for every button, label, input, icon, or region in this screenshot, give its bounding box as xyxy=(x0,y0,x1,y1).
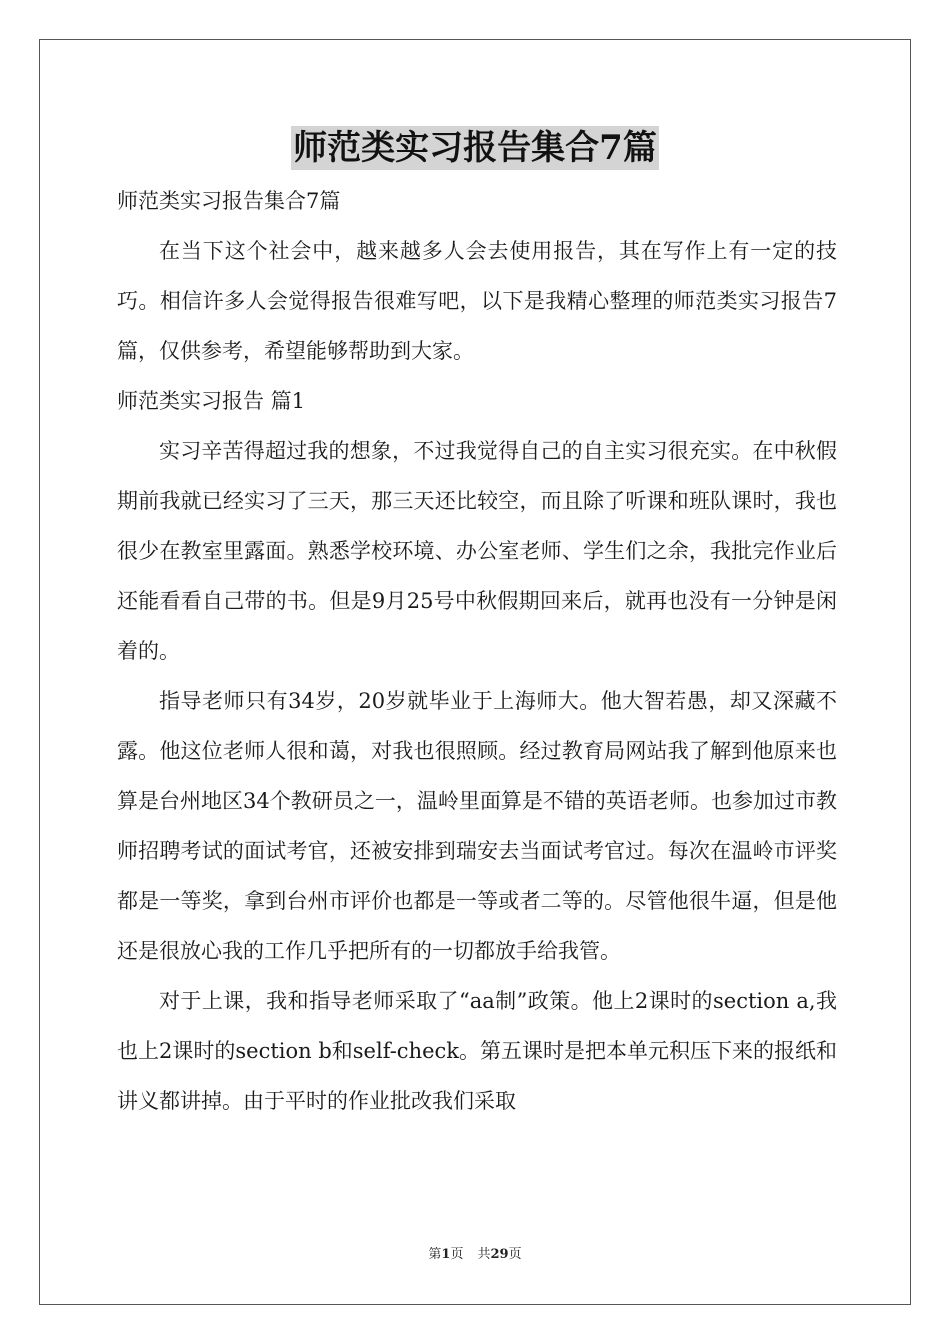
body-paragraph-1: 实习辛苦得超过我的想象，不过我觉得自己的自主实习很充实。在中秋假期前我就已经实习了三天，那三天还比较空，而且除了听课和班队课时，我也很少在教室里露面。熟悉学校环境、办公室老师、学生们之余，我批完作业后还能看看自己带的书。但是9月25号中秋假期回来后，就再也没有一分钟是闲着的。 xyxy=(117,439,837,663)
document-title: 师范类实习报告集合7篇 xyxy=(293,128,657,168)
total-prefix: 共 xyxy=(477,1247,491,1262)
title-container xyxy=(0,126,950,170)
intro-paragraph: 在当下这个社会中，越来越多人会去使用报告，其在写作上有一定的技巧。相信许多人会觉得报告很难写吧，以下是我精心整理的师范类实习报告7篇，仅供参考，希望能够帮助到大家。 xyxy=(117,239,837,363)
page-suffix: 页 xyxy=(450,1247,464,1262)
total-pages: 29 xyxy=(490,1247,509,1262)
page-prefix: 第 xyxy=(428,1247,442,1262)
body-paragraph-2: 指导老师只有34岁，20岁就毕业于上海师大。他大智若愚，却又深藏不露。他这位老师人很和蔼，对我也很照顾。经过教育局网站我了解到他原来也算是台州地区34个教研员之一，温岭里面算是不错的英语老师。也参加过市教师招聘考试的面试考官，还被安排到瑞安去当面试考官过。每次在温岭市评奖都是一等奖，拿到台州市评价也都是一等或者二等的。尽管他很牛逼，但是他还是很放心我的工作几乎把所有的一切都放手给我管。 xyxy=(117,689,837,963)
section-heading: 师范类实习报告 篇1 xyxy=(117,389,306,413)
body-paragraph-3: 对于上课，我和指导老师采取了“aa制”政策。他上2课时的section a,我也上2课时的section b和self-check。第五课时是把本单元积压下来的报纸和讲义都讲掉。由于平时的作业批改我们采取 xyxy=(117,989,838,1113)
page-number: 1 xyxy=(441,1247,451,1262)
document-body xyxy=(117,176,837,1126)
page-footer xyxy=(0,1243,950,1262)
total-suffix: 页 xyxy=(508,1247,522,1262)
document-subtitle: 师范类实习报告集合7篇 xyxy=(117,189,341,213)
